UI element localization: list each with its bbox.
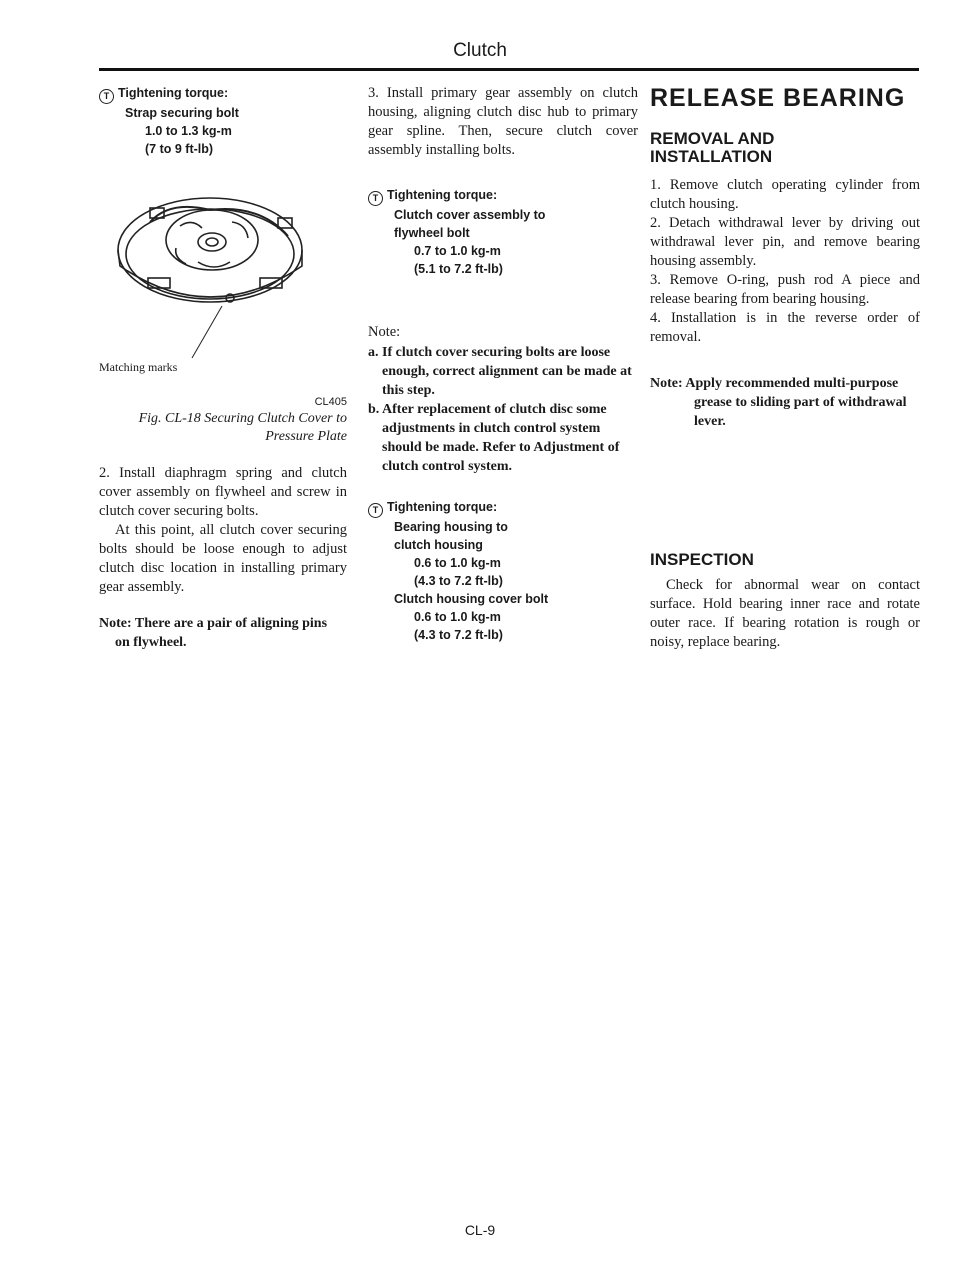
torque-item-line2: flywheel bolt xyxy=(394,226,470,240)
torque-item2: Clutch housing cover bolt xyxy=(394,592,549,606)
torque-item2-kgm: 0.6 to 1.0 kg-m xyxy=(414,610,501,624)
torque-item1-line1: Bearing housing to xyxy=(394,520,508,534)
torque-spec-strap xyxy=(99,84,347,158)
subsection-removal-installation xyxy=(650,130,920,166)
step-2: 2. Install diaphragm spring and clutch cover assembly on flywheel and screw in clutch cover securing bolts. xyxy=(99,465,347,519)
torque-icon: T xyxy=(368,503,383,518)
page-number: CL-9 xyxy=(464,1222,496,1238)
subsection-line2: INSTALLATION xyxy=(650,147,773,166)
step-2-paragraph: At this point, all clutch cover securing bolts should be loose enough to adjust clutch disc location in installing primary gear assembly. xyxy=(99,522,347,595)
subsection-inspection: INSPECTION xyxy=(650,550,754,569)
figure-code: CL405 xyxy=(314,396,347,408)
torque-item1-ftlb: (4.3 to 7.2 ft-lb) xyxy=(414,574,503,588)
torque-heading: Tightening torque: xyxy=(118,86,229,100)
torque-item1-line2: clutch housing xyxy=(394,538,483,552)
note-a: a. If clutch cover securing bolts are loose enough, correct alignment can be made at this step. xyxy=(368,345,632,398)
torque-icon: T xyxy=(368,191,383,206)
torque-spec-cover xyxy=(368,186,638,278)
removal-step-1: 1. Remove clutch operating cylinder from clutch housing. xyxy=(650,177,920,212)
figure-caption-line2: Pressure Plate xyxy=(265,429,347,444)
clutch-cover-illustration xyxy=(110,178,320,378)
figure-caption xyxy=(99,410,347,446)
torque-icon: T xyxy=(99,89,114,104)
section-title: RELEASE BEARING xyxy=(650,84,906,112)
removal-step-3: 3. Remove O-ring, push rod A piece and release bearing from bearing housing. xyxy=(650,272,920,307)
removal-step-2: 2. Detach withdrawal lever by driving out withdrawal lever pin, and remove bearing housing assembly. xyxy=(650,215,920,269)
torque-heading: Tightening torque: xyxy=(387,500,498,514)
torque-value-kgm: 0.7 to 1.0 kg-m xyxy=(414,244,501,258)
subsection-line1: REMOVAL AND xyxy=(650,129,775,148)
step-3: 3. Install primary gear assembly on clutch housing, aligning clutch disc hub to primary gear spline. Then, secure clutch cover assembly installing bolts. xyxy=(368,85,638,158)
torque-heading: Tightening torque: xyxy=(387,188,498,202)
torque-spec-housing xyxy=(368,498,638,644)
inspection-text: Check for abnormal wear on contact surface. Hold bearing inner race and rotate outer race. If bearing rotation is rough or noisy, replace bearing. xyxy=(650,577,920,650)
note-aligning-pins xyxy=(99,614,347,652)
note-line1: Note: There are a pair of aligning pins xyxy=(99,616,328,631)
note-b: b. After replacement of clutch disc some adjustments in clutch control system should be made. Refer to Adjustment of clutch control system. xyxy=(368,402,620,474)
header-rule xyxy=(99,68,919,71)
torque-item: Strap securing bolt xyxy=(125,106,239,120)
note-line2: on flywheel. xyxy=(115,635,187,650)
note-grease: Note: Apply recommended multi-purpose grease to sliding part of withdrawal lever. xyxy=(650,376,907,429)
torque-item1-kgm: 0.6 to 1.0 kg-m xyxy=(414,556,501,570)
note-title: Note: xyxy=(368,324,401,340)
torque-value-ftlb: (7 to 9 ft-lb) xyxy=(145,142,214,156)
torque-item-line1: Clutch cover assembly to xyxy=(394,208,546,222)
page-header-title: Clutch xyxy=(453,40,507,61)
figure-caption-line1: Fig. CL-18 Securing Clutch Cover to xyxy=(138,411,347,426)
torque-value-kgm: 1.0 to 1.3 kg-m xyxy=(145,124,232,138)
removal-steps xyxy=(650,176,920,347)
removal-step-4: 4. Installation is in the reverse order of removal. xyxy=(650,310,920,345)
figure-label-matching-marks: Matching marks xyxy=(99,360,178,374)
torque-item2-ftlb: (4.3 to 7.2 ft-lb) xyxy=(414,628,503,642)
torque-value-ftlb: (5.1 to 7.2 ft-lb) xyxy=(414,262,503,276)
